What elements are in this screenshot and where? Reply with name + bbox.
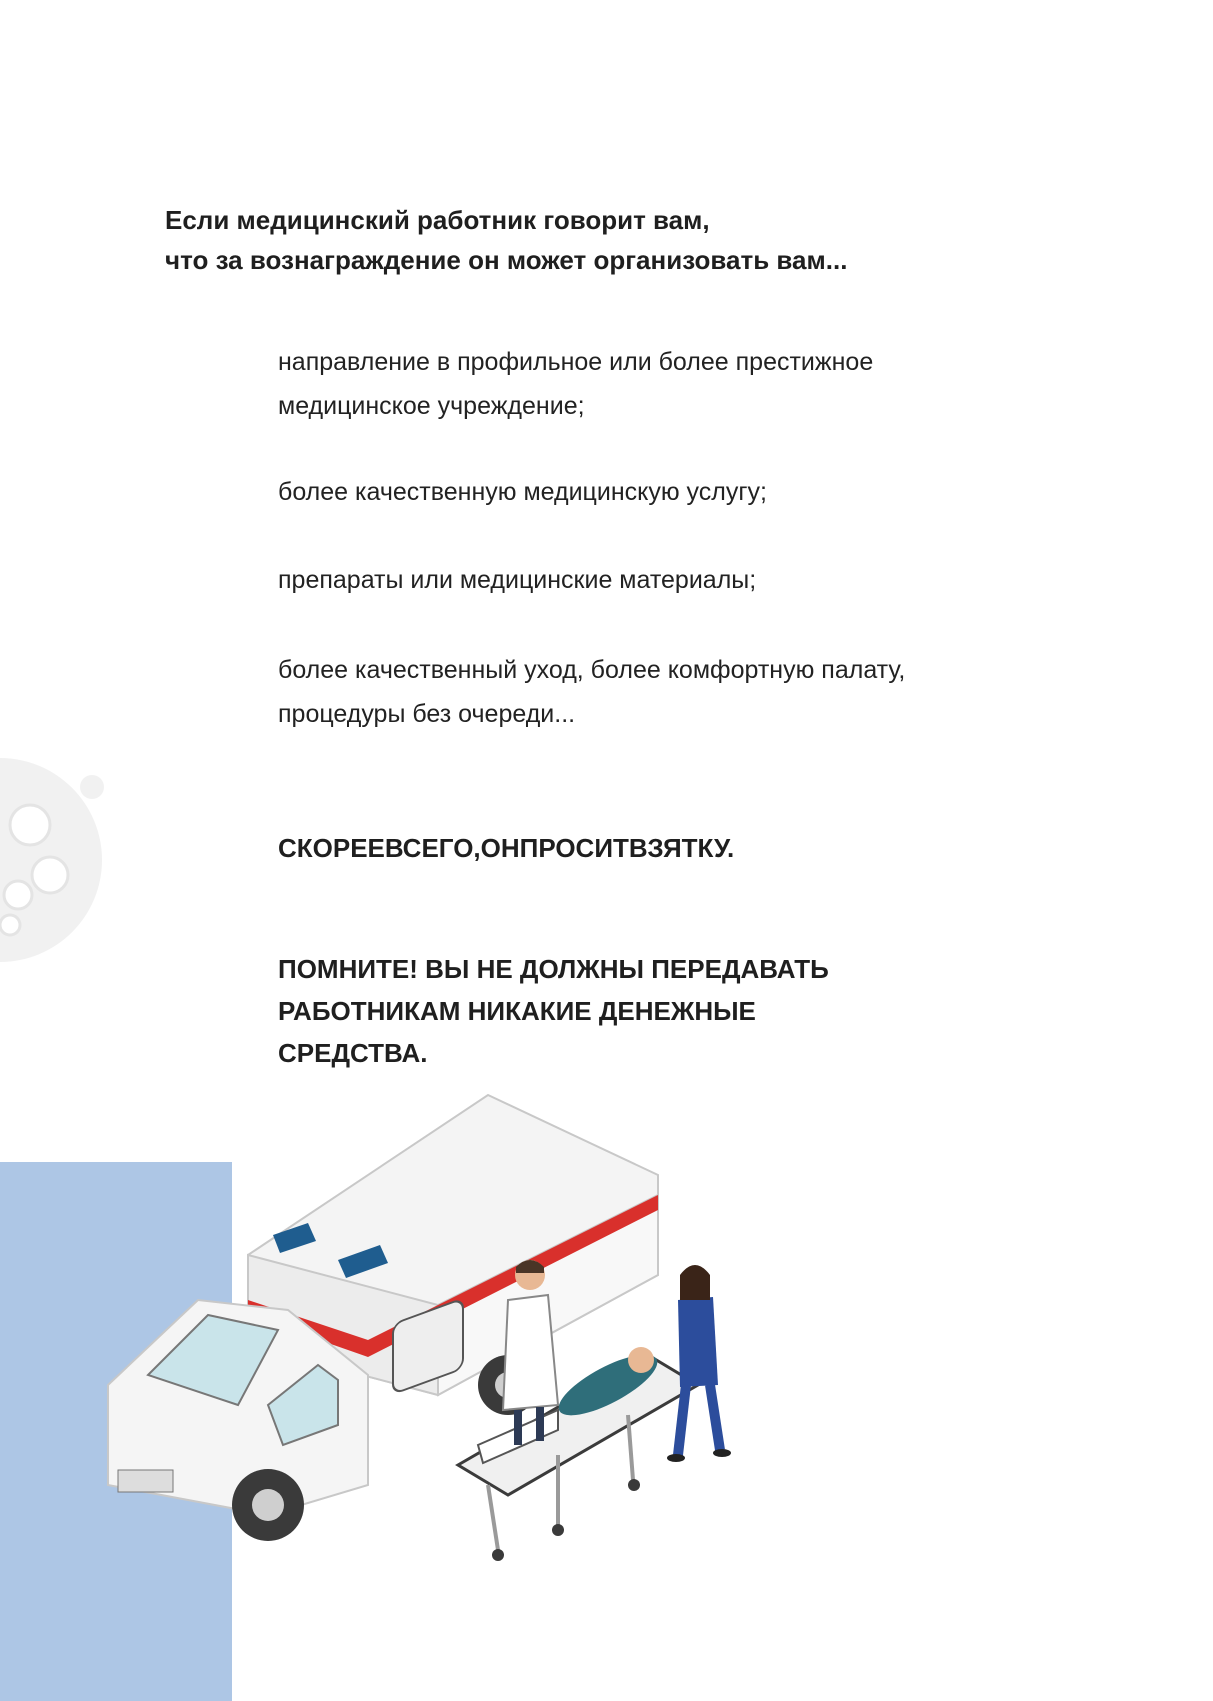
option-item: [278, 558, 1038, 602]
ambulance-stretcher-illustration: [88, 1085, 828, 1620]
option-item: [278, 340, 1038, 428]
warning-text: [278, 948, 978, 1074]
intro-heading: [165, 200, 1065, 280]
intro-line-1: Если медицинский работник говорит вам,: [165, 205, 710, 235]
warning-line-1: ПОМНИТЕ! ВЫ НЕ ДОЛЖНЫ ПЕРЕДАВАТЬ: [278, 954, 829, 984]
option-item: [278, 648, 1038, 736]
conclusion-text: СКОРЕЕВСЕГО,ОНПРОСИТВЗЯТКУ.: [278, 833, 735, 863]
intro-line-2: что за вознаграждение он может организовать вам...: [165, 245, 848, 275]
option-text: более качественную медицинскую услугу;: [278, 478, 767, 506]
option-text: препараты или медицинские материалы;: [278, 566, 757, 594]
option-text: медицинское учреждение;: [278, 392, 585, 420]
nurse-icon: [667, 1265, 731, 1462]
option-text: более качественный уход, более комфортную палату,: [278, 656, 906, 684]
option-text: процедуры без очереди...: [278, 700, 576, 728]
warning-line-2: РАБОТНИКАМ НИКАКИЕ ДЕНЕЖНЫЕ: [278, 996, 756, 1026]
option-text: направление в профильное или более престижное: [278, 348, 874, 376]
ambulance-icon: [108, 1095, 658, 1541]
decorative-gear-icon: [0, 745, 110, 975]
warning-line-3: СРЕДСТВА.: [278, 1038, 428, 1068]
option-item: [278, 470, 1038, 514]
